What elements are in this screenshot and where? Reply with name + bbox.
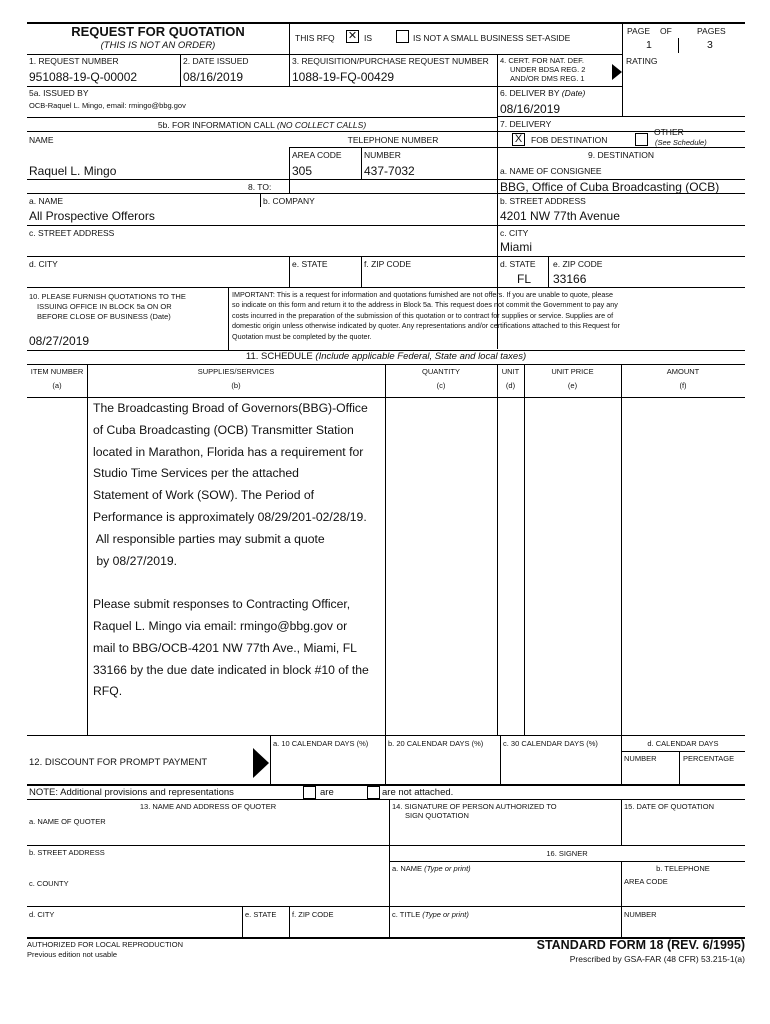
to-name-value: All Prospective Offerors — [29, 209, 155, 223]
note-text: NOTE: Additional provisions and representations — [29, 787, 234, 798]
dest-state-label: d. STATE — [500, 259, 536, 269]
area-code-value: 305 — [292, 164, 313, 178]
description-line: by 08/27/2019. — [93, 553, 178, 568]
are-not-checkbox[interactable] — [367, 786, 380, 799]
requisition-number-value: 1088-19-FQ-00429 — [292, 70, 395, 84]
consignee-label: a. NAME OF CONSIGNEE — [500, 166, 602, 176]
description-line — [93, 572, 369, 594]
dest-city-value: Miami — [500, 240, 532, 254]
dest-zip-label: e. ZIP CODE — [553, 259, 603, 269]
fob-destination-checkbox[interactable]: X — [512, 133, 525, 146]
to-name-label: a. NAME — [29, 196, 64, 206]
description-line: All responsible parties may submit a quote — [93, 531, 325, 546]
quoter-state-label: e. STATE — [245, 910, 277, 919]
description-line: The Broadcasting Broad of Governors(BBG)-Office — [93, 401, 368, 415]
schedule-title: 11. SCHEDULE (Include applicable Federal, State and local taxes) — [245, 351, 527, 362]
col-supplies-sub: (b) — [231, 381, 241, 390]
dest-city-label: c. CITY — [500, 228, 529, 238]
request-number-label: 1. REQUEST NUMBER — [29, 56, 119, 66]
number-label: NUMBER — [364, 150, 401, 160]
dest-street-value: 4201 NW 77th Avenue — [500, 209, 620, 223]
discount-10-days: a. 10 CALENDAR DAYS (%) — [273, 739, 369, 748]
cert-arrow-icon — [612, 64, 622, 80]
quoter-street-label: b. STREET ADDRESS — [29, 848, 105, 857]
page-label: PAGE — [627, 26, 650, 36]
quotation-due-date: 08/27/2019 — [29, 334, 90, 348]
page-value: 1 — [646, 39, 652, 51]
discount-arrow-icon — [253, 748, 269, 778]
deliver-by-label: 6. DELIVER BY (Date) — [500, 88, 586, 98]
phone-number-value: 437-7032 — [364, 164, 415, 178]
to-zip-label: f. ZIP CODE — [364, 259, 412, 269]
signer-area-code-label: AREA CODE — [624, 877, 668, 886]
consignee-value: BBG, Office of Cuba Broadcasting (OCB) — [500, 180, 720, 194]
important-line5: Quotation must be completed by the quoter. — [232, 332, 372, 341]
furnish-quotations-line2: ISSUING OFFICE IN BLOCK 5a ON OR — [37, 302, 172, 311]
col-supplies-header: SUPPLIES/SERVICES — [197, 367, 275, 376]
local-reproduction-note: AUTHORIZED FOR LOCAL REPRODUCTION — [27, 940, 183, 949]
issued-by-label: 5a. ISSUED BY — [29, 88, 89, 98]
dest-street-label: b. STREET ADDRESS — [500, 196, 586, 206]
quoter-county-label: c. COUNTY — [29, 879, 69, 888]
signer-number-label: NUMBER — [624, 910, 657, 919]
description-line: of Cuba Broadcasting (OCB) Transmitter Station — [93, 422, 354, 437]
fob-destination-label: FOB DESTINATION — [531, 135, 608, 145]
signer-title-label: c. TITLE (Type or print) — [392, 910, 469, 919]
name-label: NAME — [29, 135, 54, 145]
to-label: 8. TO: — [248, 182, 272, 192]
discount-number: NUMBER — [624, 754, 657, 763]
to-city-label: d. CITY — [29, 259, 58, 269]
description-line: 33166 by the due date indicated in block #10 of the — [93, 662, 369, 677]
pages-label: PAGES — [697, 26, 726, 36]
form-subtitle: (THIS IS NOT AN ORDER) — [100, 40, 216, 51]
quoter-name-label: a. NAME OF QUOTER — [29, 817, 106, 826]
is-label: IS — [364, 33, 373, 43]
furnish-quotations-line1: 10. PLEASE FURNISH QUOTATIONS TO THE — [29, 292, 186, 301]
form-title: REQUEST FOR QUOTATION — [71, 24, 245, 39]
not-small-business-label: IS NOT A SMALL BUSINESS SET-ASIDE — [413, 33, 571, 43]
important-line4: domestic origin unless otherwise indicated by quoter. Any representations and/or certifications attached to this Request for — [232, 321, 620, 330]
info-call-label: 5b. FOR INFORMATION CALL (NO COLLECT CALLS) — [157, 120, 367, 130]
furnish-quotations-line3: BEFORE CLOSE OF BUSINESS (Date) — [37, 312, 171, 321]
discount-calendar-days: d. CALENDAR DAYS — [647, 739, 719, 748]
description-line: Performance is approximately 08/29/201-02/28/19. — [93, 509, 367, 524]
see-schedule-note: (See Schedule) — [655, 138, 707, 147]
important-line3: costs incurred in the preparation of the submission of this quotation or to contract for supplies or service. Supplies are of — [232, 311, 614, 320]
are-not-label: are not attached. — [382, 787, 454, 798]
cert-nat-def-line2: UNDER BDSA REG. 2 — [510, 65, 586, 74]
col-item-header: ITEM NUMBER — [30, 367, 84, 376]
important-line2: so indicate on this form and return it to the address in Block 5a. This request does not commit the Government to pay any — [232, 300, 618, 309]
col-quantity-sub: (c) — [436, 381, 446, 390]
col-unit-sub: (d) — [505, 381, 516, 390]
previous-edition-note: Previous edition not usable — [27, 950, 118, 959]
requisition-number-label: 3. REQUISITION/PURCHASE REQUEST NUMBER — [292, 56, 489, 66]
destination-label: 9. DESTINATION — [588, 150, 654, 160]
col-amount-sub: (f) — [679, 381, 687, 390]
important-line1: IMPORTANT: This is a request for information and quotations furnished are not offers. If you are unable to quote, please — [232, 290, 614, 299]
description-line: Raquel L. Mingo via email: rmingo@bbg.gov or — [93, 618, 348, 633]
is-checkbox[interactable]: ✕ — [347, 30, 358, 42]
col-unit-header: UNIT — [501, 367, 520, 376]
form-number: STANDARD FORM 18 (REV. 6/1995) — [536, 938, 745, 952]
discount-label: 12. DISCOUNT FOR PROMPT PAYMENT — [29, 757, 208, 768]
description-line: Statement of Work (SOW). The Period of — [93, 488, 315, 503]
dest-state-value: FL — [517, 272, 532, 286]
description-line: Studio Time Services per the attached — [93, 466, 299, 481]
signature-label-line1: 14. SIGNATURE OF PERSON AUTHORIZED TO — [392, 802, 557, 811]
telephone-label: TELEPHONE NUMBER — [347, 135, 439, 145]
quoter-zip-label: f. ZIP CODE — [292, 910, 334, 919]
schedule-description — [93, 398, 369, 703]
signature-label-line2: SIGN QUOTATION — [405, 811, 469, 820]
description-line: RFQ. — [93, 684, 123, 699]
pages-value: 3 — [707, 39, 713, 51]
to-state-label: e. STATE — [292, 259, 328, 269]
date-issued-value: 08/16/2019 — [183, 70, 244, 84]
col-amount-header: AMOUNT — [666, 367, 700, 376]
quoter-label: 13. NAME AND ADDRESS OF QUOTER — [139, 802, 277, 811]
discount-percentage: PERCENTAGE — [683, 754, 735, 763]
description-line: located in Marathon, Florida has a requirement for — [93, 444, 364, 459]
is-not-checkbox[interactable] — [396, 30, 409, 43]
col-unit-price-sub: (e) — [567, 381, 578, 390]
quoter-city-label: d. CITY — [29, 910, 55, 919]
contact-name-value: Raquel L. Mingo — [29, 164, 117, 178]
col-item-sub: (a) — [52, 381, 62, 390]
rfq-label: THIS RFQ — [295, 33, 335, 43]
other-checkbox[interactable] — [635, 133, 648, 146]
delivery-label: 7. DELIVERY — [500, 119, 552, 129]
issued-by-value: OCB-Raquel L. Mingo, email: rmingo@bbg.gov — [29, 101, 186, 110]
request-number-value: 951088-19-Q-00002 — [29, 70, 138, 84]
col-quantity-header: QUANTITY — [422, 367, 460, 376]
cert-nat-def-line3: AND/OR DMS REG. 1 — [510, 74, 585, 83]
deliver-by-value: 08/16/2019 — [500, 102, 561, 116]
to-company-label: b. COMPANY — [263, 196, 315, 206]
quotation-date-label: 15. DATE OF QUOTATION — [624, 802, 715, 811]
signer-name-label: a. NAME (Type or print) — [392, 864, 471, 873]
to-street-label: c. STREET ADDRESS — [29, 228, 115, 238]
description-line: Please submit responses to Contracting Officer, — [93, 597, 351, 612]
date-issued-label: 2. DATE ISSUED — [183, 56, 249, 66]
rating-label: RATING — [626, 56, 658, 66]
are-label: are — [320, 787, 334, 798]
signer-telephone-label: b. TELEPHONE — [656, 864, 710, 873]
description-line: mail to BBG/OCB-4201 NW 77th Ave., Miami, FL — [93, 640, 357, 655]
discount-20-days: b. 20 CALENDAR DAYS (%) — [388, 739, 484, 748]
col-unit-price-header: UNIT PRICE — [551, 367, 594, 376]
signer-label: 16. SIGNER — [546, 849, 588, 858]
cert-nat-def-line1: 4. CERT. FOR NAT. DEF. — [500, 56, 584, 65]
area-code-label: AREA CODE — [292, 150, 342, 160]
other-label: OTHER — [654, 127, 684, 137]
of-label: OF — [660, 26, 672, 36]
discount-30-days: c. 30 CALENDAR DAYS (%) — [503, 739, 598, 748]
dest-zip-value: 33166 — [553, 272, 587, 286]
prescribed-by: Prescribed by GSA-FAR (48 CFR) 53.215-1(a) — [569, 954, 745, 964]
are-checkbox[interactable] — [303, 786, 316, 799]
